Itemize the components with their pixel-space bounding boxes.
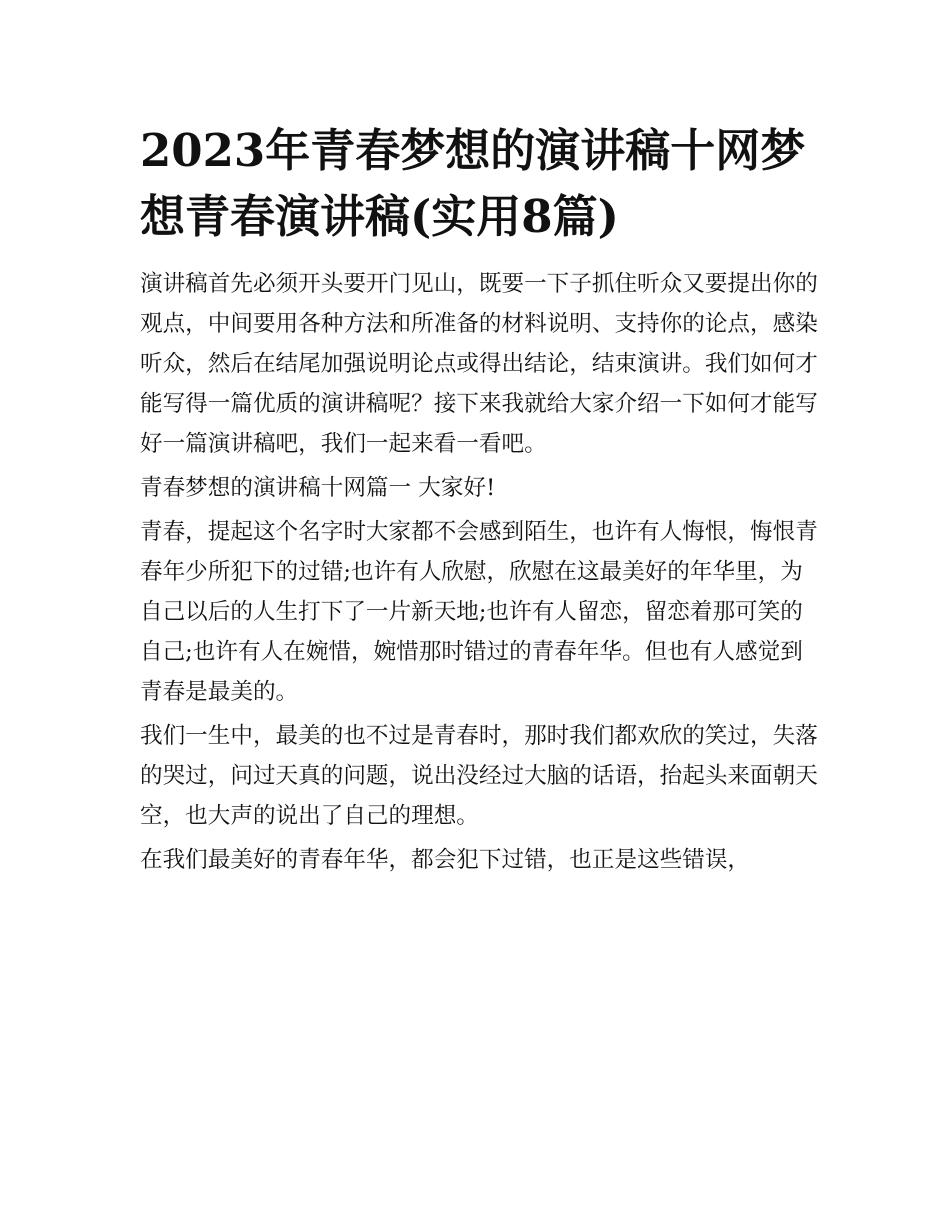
paragraph-lifetime: 我们一生中，最美的也不过是青春时，那时我们都欢欣的笑过，失落的哭过，问过天真的问题，说出没经过大脑的话语，抬起头来面朝天空，也大声的说出了自己的理想。 xyxy=(140,723,818,829)
paragraph-section-heading: 青春梦想的演讲稿十网篇一 大家好! xyxy=(140,475,496,501)
document-body xyxy=(140,118,820,880)
paragraph-intro: 演讲稿首先必须开头要开门见山，既要一下子抓住听众又要提出你的观点，中间要用各种方法和所准备的材料说明、支持你的论点，感染听众，然后在结尾加强说明论点或得出结论，结束演讲。我们如何才能写得一篇优质的演讲稿呢？接下来我就给大家介绍一下如何才能写好一篇演讲稿吧，我们一起来看一看吧。 xyxy=(140,271,818,457)
paragraph-mistakes: 在我们最美好的青春年华，都会犯下过错，也正是这些错误， xyxy=(140,847,751,873)
document-title: 2023年青春梦想的演讲稿十网梦想青春演讲稿(实用8篇) xyxy=(140,124,806,243)
paragraph-youth: 青春，提起这个名字时大家都不会感到陌生，也许有人悔恨，悔恨青春年少所犯下的过错;也许有人欣慰，欣慰在这最美好的年华里，为自己以后的人生打下了一片新天地;也许有人留恋，留恋着那可笑的自己;也许有人在婉惜，婉惜那时错过的青春年华。但也有人感觉到青春是最美的。 xyxy=(140,519,818,705)
